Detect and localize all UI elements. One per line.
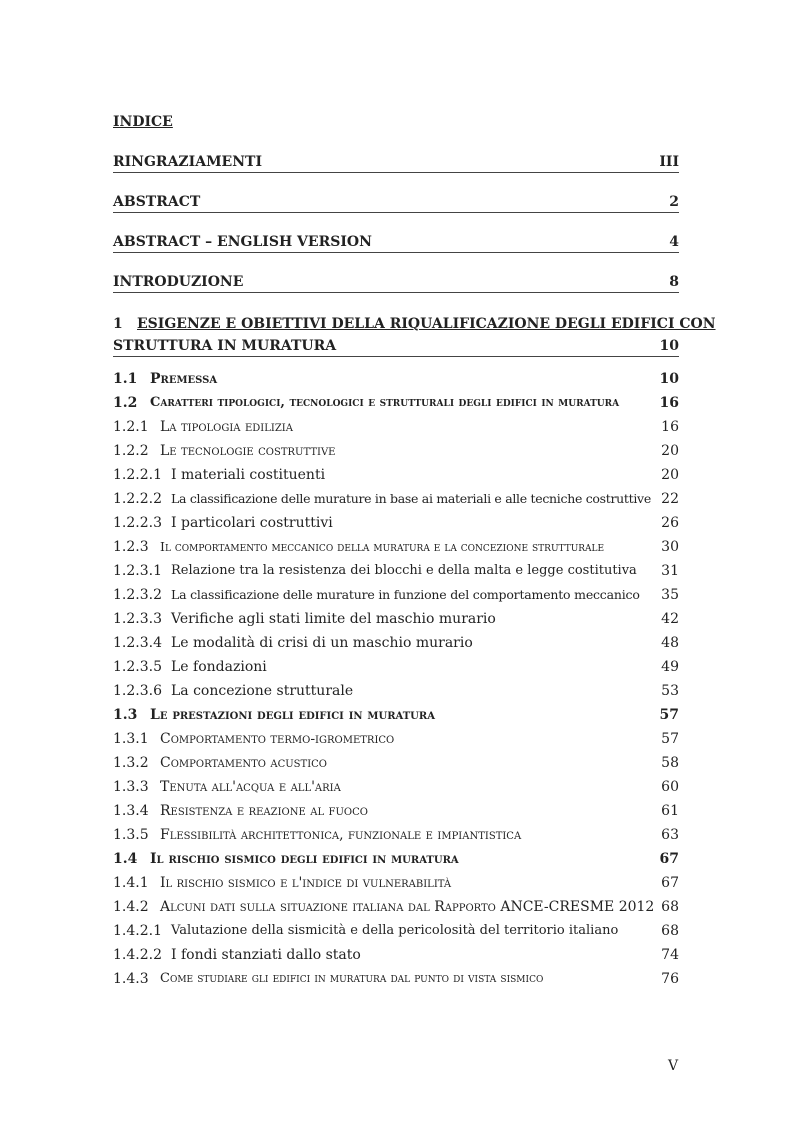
toc-entry-1-3-5[interactable] (113, 827, 679, 847)
entry-page: 31 (661, 563, 679, 579)
entry-number: 1.2.3 (113, 539, 149, 555)
entry-page: 42 (661, 611, 679, 627)
entry-number: 1.3.1 (113, 731, 149, 747)
page-number: V (668, 1058, 679, 1074)
entry-text: Le modalità di crisi di un maschio murario (171, 635, 473, 651)
entry-page: 49 (661, 659, 679, 675)
toc-entry-1-2-1[interactable] (113, 419, 679, 439)
entry-text: La concezione strutturale (171, 683, 354, 699)
entry-page: 57 (661, 731, 679, 747)
entry-number: 1.3 (113, 707, 138, 723)
entry-text: La tipologia edilizia (160, 419, 293, 435)
toc-entry-1-3[interactable] (113, 707, 679, 727)
entry-page: 58 (661, 755, 679, 771)
toc-entry-1-2-2-2[interactable] (113, 491, 679, 511)
toc-entry-1-4-3[interactable] (113, 971, 679, 991)
entry-page: 22 (661, 491, 679, 507)
toc-entry-1-1[interactable] (113, 371, 679, 391)
entry-page: 74 (661, 947, 679, 963)
chapter-title-text-cont: STRUTTURA IN MURATURA (113, 338, 337, 354)
toc-entry-page: 4 (669, 234, 679, 250)
toc-entry-label: ABSTRACT – ENGLISH VERSION (113, 234, 372, 250)
toc-entry-1-4[interactable] (113, 851, 679, 871)
entry-number: 1.2.2 (113, 443, 149, 459)
entry-number: 1.4.2.2 (113, 947, 162, 963)
entry-number: 1.2.3.3 (113, 611, 162, 627)
chapter-1-title-line2[interactable] (113, 338, 679, 357)
toc-entry-1-4-2-1[interactable] (113, 923, 679, 943)
toc-entry-1-2-2[interactable] (113, 443, 679, 463)
entry-page: 35 (661, 587, 679, 603)
chapter-page: 10 (659, 338, 679, 354)
entry-number: 1.1 (113, 371, 138, 387)
entry-text: La classificazione delle murature in funzione del comportamento meccanico (171, 587, 640, 602)
entry-page: 68 (661, 923, 679, 939)
entry-text: La classificazione delle murature in base ai materiali e alle tecniche costruttive (171, 491, 651, 506)
toc-entry-introduzione[interactable] (113, 274, 679, 293)
entry-page: 30 (661, 539, 679, 555)
entry-number: 1.2.1 (113, 419, 149, 435)
entry-text: I particolari costruttivi (171, 515, 333, 531)
entry-page: 10 (659, 371, 679, 387)
entry-number: 1.2.3.1 (113, 563, 162, 579)
toc-entry-1-2[interactable] (113, 395, 679, 415)
entry-text: Comportamento termo-igrometrico (160, 731, 395, 747)
entry-number: 1.2.3.4 (113, 635, 162, 651)
entry-number: 1.4.1 (113, 875, 149, 891)
entry-text: Premessa (150, 371, 218, 387)
entry-text-report: ANCE-CRESME 2012 (500, 899, 655, 915)
toc-entry-1-4-1[interactable] (113, 875, 679, 895)
toc-entry-1-2-3-6[interactable] (113, 683, 679, 703)
entry-page: 48 (661, 635, 679, 651)
entry-page: 16 (661, 419, 679, 435)
toc-entry-page: 8 (669, 274, 679, 290)
entry-text: Flessibilità architettonica, funzionale e impiantistica (160, 827, 522, 843)
toc-entry-1-3-2[interactable] (113, 755, 679, 775)
entry-text: Le fondazioni (171, 659, 267, 675)
entry-page: 20 (661, 443, 679, 459)
entry-text: Valutazione della sismicità e della pericolosità del territorio italiano (171, 923, 619, 938)
entry-text: Comportamento acustico (160, 755, 328, 771)
entry-number: 1.2.2.1 (113, 467, 162, 483)
toc-entry-label: INTRODUZIONE (113, 274, 244, 290)
entry-text: Le tecnologie costruttive (160, 443, 336, 459)
entry-page: 67 (659, 851, 679, 867)
entry-number: 1.4.2 (113, 899, 149, 915)
toc-entry-ringraziamenti[interactable] (113, 154, 679, 173)
chapter-title-text: ESIGENZE E OBIETTIVI DELLA RIQUALIFICAZIONE DEGLI EDIFICI CON (137, 316, 716, 332)
entry-text: Il rischio sismico e l'indice di vulnerabilità (160, 875, 452, 891)
toc-entry-1-2-2-3[interactable] (113, 515, 679, 535)
entry-text: Il comportamento meccanico della muratura e la concezione strutturale (160, 539, 605, 554)
entry-number: 1.3.3 (113, 779, 149, 795)
entry-number: 1.2.3.6 (113, 683, 162, 699)
entry-text: Alcuni dati sulla situazione italiana dal Rapporto (160, 899, 496, 915)
entry-number: 1.2.3.2 (113, 587, 162, 603)
entry-text: Come studiare gli edifici in muratura dal punto di vista sismico (160, 971, 544, 986)
entry-number: 1.3.5 (113, 827, 149, 843)
toc-entry-1-3-3[interactable] (113, 779, 679, 799)
toc-entry-1-4-2-2[interactable] (113, 947, 679, 967)
entry-page: 16 (659, 395, 679, 411)
chapter-number: 1 (113, 316, 123, 332)
entry-page: 53 (661, 683, 679, 699)
entry-text: Verifiche agli stati limite del maschio murario (171, 611, 496, 627)
entry-number: 1.2 (113, 395, 138, 411)
entry-page: 26 (661, 515, 679, 531)
toc-entry-1-2-2-1[interactable] (113, 467, 679, 487)
entry-page: 61 (661, 803, 679, 819)
entry-page: 60 (661, 779, 679, 795)
toc-entry-abstract-english[interactable] (113, 234, 679, 253)
entry-text: I materiali costituenti (171, 467, 326, 483)
toc-entry-1-4-2[interactable] (113, 899, 679, 919)
entry-page: 20 (661, 467, 679, 483)
entry-number: 1.4.2.1 (113, 923, 162, 939)
entry-page: 57 (659, 707, 679, 723)
entry-page: 68 (661, 899, 679, 915)
toc-entry-page: III (659, 154, 679, 170)
entry-number: 1.2.2.2 (113, 491, 162, 507)
entry-number: 1.2.2.3 (113, 515, 162, 531)
toc-entry-page: 2 (669, 194, 679, 210)
toc-entry-1-3-1[interactable] (113, 731, 679, 751)
entry-number: 1.4 (113, 851, 138, 867)
entry-page: 76 (661, 971, 679, 987)
toc-entry-1-2-3-2[interactable] (113, 587, 679, 607)
toc-entry-1-3-4[interactable] (113, 803, 679, 823)
entry-text: Caratteri tipologici, tecnologici e strutturali degli edifici in muratura (150, 395, 620, 410)
entry-text: Il rischio sismico degli edifici in muratura (150, 851, 459, 867)
entry-page: 63 (661, 827, 679, 843)
toc-entry-1-2-3[interactable] (113, 539, 679, 559)
entry-text: Resistenza e reazione al fuoco (160, 803, 368, 819)
entry-text: Tenuta all'acqua e all'aria (160, 779, 341, 795)
entry-number: 1.3.2 (113, 755, 149, 771)
toc-entry-1-2-3-1[interactable] (113, 563, 679, 583)
toc-entry-label: ABSTRACT (113, 194, 201, 210)
entry-page: 67 (661, 875, 679, 891)
toc-entry-1-2-3-3[interactable] (113, 611, 679, 631)
entry-number: 1.2.3.5 (113, 659, 162, 675)
entry-text: I fondi stanziati dallo stato (171, 947, 361, 963)
entry-number: 1.4.3 (113, 971, 149, 987)
toc-entry-label: RINGRAZIAMENTI (113, 154, 262, 170)
chapter-1-title-line1[interactable] (113, 316, 716, 332)
toc-entry-1-2-3-4[interactable] (113, 635, 679, 655)
toc-entry-abstract[interactable] (113, 194, 679, 213)
entry-number: 1.3.4 (113, 803, 149, 819)
toc-entry-1-2-3-5[interactable] (113, 659, 679, 679)
entry-text: Relazione tra la resistenza dei blocchi e della malta e legge costitutiva (171, 563, 637, 578)
entry-text: Le prestazioni degli edifici in muratura (150, 707, 435, 723)
index-title: INDICE (113, 114, 173, 130)
